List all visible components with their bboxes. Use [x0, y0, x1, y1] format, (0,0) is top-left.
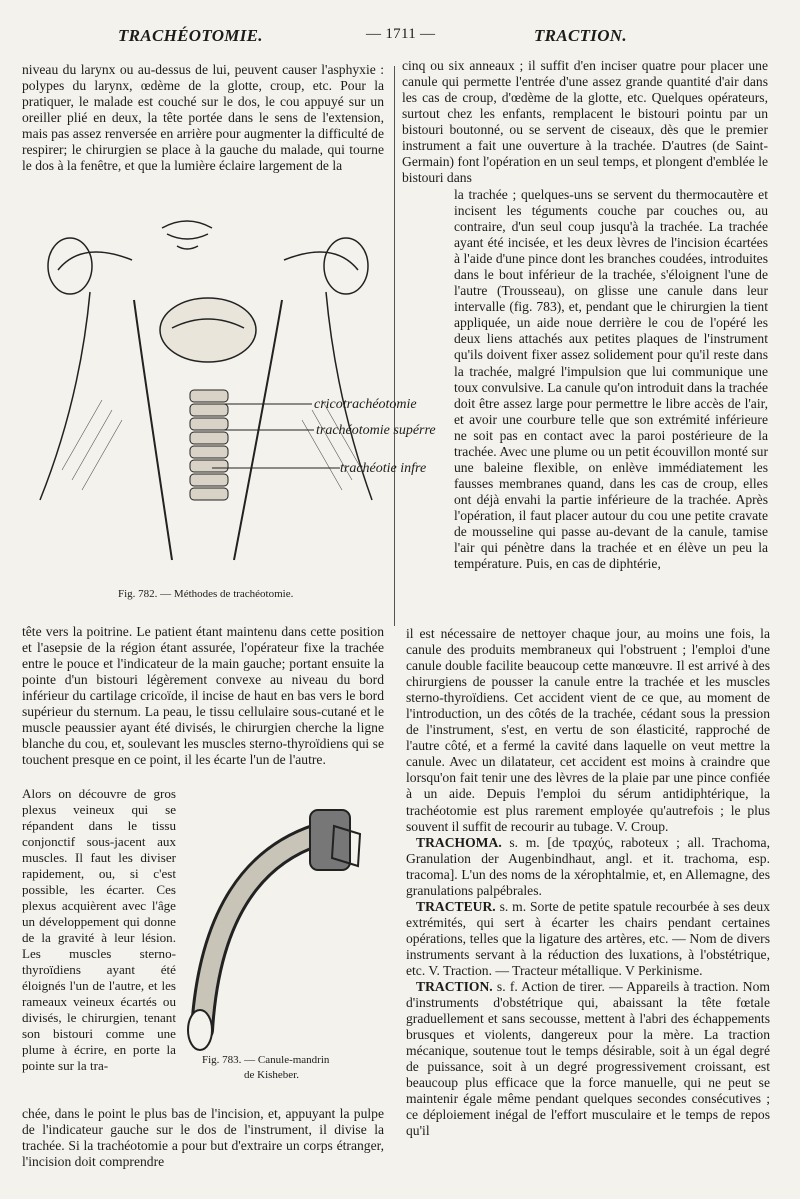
label-tracheotomie-sup: trachéotomie supérre — [316, 423, 436, 438]
figure-783-caption-1: Fig. 783. — Canule-mandrin — [202, 1054, 330, 1066]
paragraph: la trachée ; quelques-uns se servent du thermocautère et incisent les téguments couche par couches ou, au contraire, d'un seul coup jusqu'à la trachée. La trachée ayant été incisée, et les deux lèvres de l'incision écartées à l'aide d'une pince dont les branches coudées, introduites dans le bout inférieur de la trachée, s'éloignent l'une de l'autre (Trousseau), on glisse une canule dans leur intervalle (fig. 783), et, pendant que le chirurgien la tient appliquée, un aide noue derrière le cou de l'opéré les deux liens attachés aux petites plaques de l'instrument qu'ils doivent fixer assez solidement pour qu'il reste dans la trachée, malgré l'impulsion que lui communique une toux convulsive. La canule qu'on introduit dans la trachée doit être assez large pour permettre le libre accès de l'air, et avoir une courbure telle que son extrémité inférieure ne soit pas en contact avec la paroi postérieure de la trachée. Avec une plume ou un petit écouvillon monté sur une baleine flexible, on enlève immédiatement les fausses membranes quand, dans les cas de croup, elles ont déjà envahi la partie inférieure de la trachée. Après l'opération, il faut placer autour du cou une petite cravate de mousseline qui passe au-devant de la canule, tamise l'air qui pénètre dans la trachée et en élève un peu la température. Puis, en cas de diphtérie, — [454, 187, 768, 572]
paragraph: Alors on découvre de gros plexus veineux qui se répandent dans le tissu conjonctif sous-jacent aux muscles. Il faut les diviser rapidement, ou, si c'est possible, les écarter. Ces plexus acquièrent avec l'âge un développement qui donne de la gravité à leur lésion. Les muscles sterno-thyroïdiens ayant été éloignés l'un de l'autre, et les rameaux veineux écartés ou divisés, le chirurgien, tenant son bistouri comme une plume à écrire, en porte la pointe sur la tra- — [22, 786, 176, 1073]
entry-traction — [406, 979, 770, 1139]
label-cricotracheotomie: cricotrachéotomie — [314, 397, 417, 412]
paragraph: chée, dans le point le plus bas de l'incision, et, appuyant la pulpe de l'indicateur gauche sur le dos de l'instrument, il divise la trachée. Si la trachéotomie a pour but d'extraire un corps étranger, l'incision doit comprendre — [22, 1106, 384, 1170]
paragraph: niveau du larynx ou au-dessus de lui, peuvent causer l'asphyxie : polypes du larynx, œdème de la glotte, croup, etc. Pour la pratiquer, le malade est couché sur le dos, le cou appuyé sur un oreiller plié en deux, la tête portée dans le sens de l'extension, mais pas assez renversée en arrière pour augmenter la difficulté de respirer; le chirurgien se place à la gauche du malade, qui tourne le dos à la fenêtre, et que la lumière éclaire largement de la — [22, 62, 384, 174]
col1-narrow-text — [22, 786, 176, 1074]
entry-trachoma — [406, 835, 770, 899]
figure-783-caption-2: de Kisheber. — [244, 1069, 299, 1081]
entry-headword: TRACTION. — [416, 979, 493, 995]
col2-top-text — [402, 58, 768, 186]
col1-top-text — [22, 62, 384, 174]
entry-body: s. m. [de τραχύς, raboteux ; all. Trachoma, Granulation der Augenbindhaut, angl. et it. trachoma, esp. tracoma]. L'un des noms de la xérophtalmie, et, en Allemagne, des granulations palpébrales. — [406, 834, 770, 898]
paragraph: il est nécessaire de nettoyer chaque jour, au moins une fois, la canule des produits membraneux qui l'obstruent ; l'emploi d'une canule double facilite beaucoup cette manœuvre. Il est arrivé à des chirurgiens de pousser la canule entre la trachée et les muscles sterno-thyroïdiens. Cet accident vient de ce que, au moment de l'introduction, un des côtés de la trachée, cédant sous la pression de l'instrument, s'est, en vertu de son élasticité, rapproché de l'autre côté, et a fermé la cavité dans laquelle on veut mettre la canule. Avec un dilatateur, cet accident est moins à craindre que lorsqu'on fait tenir une des lèvres de la plaie par une pince confiée à un aide. Depuis l'emploi du sérum antidiphtérique, la trachéotomie est plus rarement employée qu'autrefois ; le plus souvent il suffit de recourir au tubage. V. Croup. — [406, 626, 770, 834]
col2-side-text — [454, 187, 768, 572]
cannula-illustration — [182, 800, 382, 1050]
col2-main-text — [406, 626, 770, 1140]
entry-headword: TRACTEUR. — [416, 898, 496, 914]
label-tracheotomie-inf: trachéotie infre — [340, 461, 427, 476]
col1-mid-text — [22, 624, 384, 768]
paragraph: cinq ou six anneaux ; il suffit d'en inciser quatre pour placer une canule qui permette l'entrée d'une assez grande quantité d'air dans les cas de croup, d'œdème de la glotte, etc. Quelques opérateurs, surtout chez les enfants, remplacent le bistouri pointu par un bistouri boutonné, ou se servent de ciseaux, dès que le premier instrument a fait une ouverture à la trachée. D'autres (de Saint-Germain) font l'opération en un seul temps, et plongent d'emblée le bistouri dans — [402, 58, 768, 186]
neck-anatomy-illustration — [22, 200, 436, 584]
column-divider — [394, 66, 395, 626]
entry-body: s. m. Sorte de petite spatule recourbée à ses deux extrémités, qui sert à écarter les chairs pendant certaines opérations, telles que la ligature des artères, etc. — Nom de divers instruments servant à la réduction des luxations, à l'obstétrique, etc. V. Traction. — Tracteur métallique. V Perkinisme. — [406, 898, 770, 978]
tracheal-rings — [190, 390, 228, 500]
entry-body: s. f. Action de tirer. — Appareils à traction. Nom d'instruments d'obstétrique qui, abaissant la tête fœtale graduellement et sans secousse, mettent à l'abri des échappements brusques et violents, dangereux pour la mère. La traction mécanique, soutenue tout le temps désirable, soit à un égal degré de puissance, soit à un degré progressivement croissant, est beaucoup plus efficace que la force manuelle, qui ne peut se maintenir égale même pendant quelques secondes consécutives ; ce déploiement inégal de l'effort musculaire et le temps de repos qu'il — [406, 979, 770, 1139]
figure-782-caption: Fig. 782. — Méthodes de trachéotomie. — [118, 588, 294, 600]
entry-headword: TRACHOMA. — [416, 834, 502, 850]
entry-tracteur — [406, 899, 770, 979]
figure-783 — [182, 800, 382, 1050]
running-head-left: TRACHÉOTOMIE. — [118, 26, 263, 45]
page-number: — 1711 — — [366, 26, 436, 42]
running-head-right: TRACTION. — [534, 26, 627, 45]
figure-782 — [22, 200, 436, 584]
paragraph: tête vers la poitrine. Le patient étant maintenu dans cette position et l'asepsie de la région étant assurée, l'opérateur fixe la trachée entre le pouce et l'indicateur de la main gauche; portant ensuite la pointe d'un bistouri légèrement convexe au niveau du bord inférieur du cartilage cricoïde, il incise de haut en bas vers le bord supérieur du sternum. La peau, le tissu cellulaire sous-cutané et le muscle peaussier ayant été divisés, le chirurgien cherche la ligne blanche du cou, et, soulevant les muscles sterno-thyroïdiens qui se touchent presque en ce point, il les écarte l'un de l'autre. — [22, 624, 384, 768]
col1-bottom-text — [22, 1106, 384, 1170]
